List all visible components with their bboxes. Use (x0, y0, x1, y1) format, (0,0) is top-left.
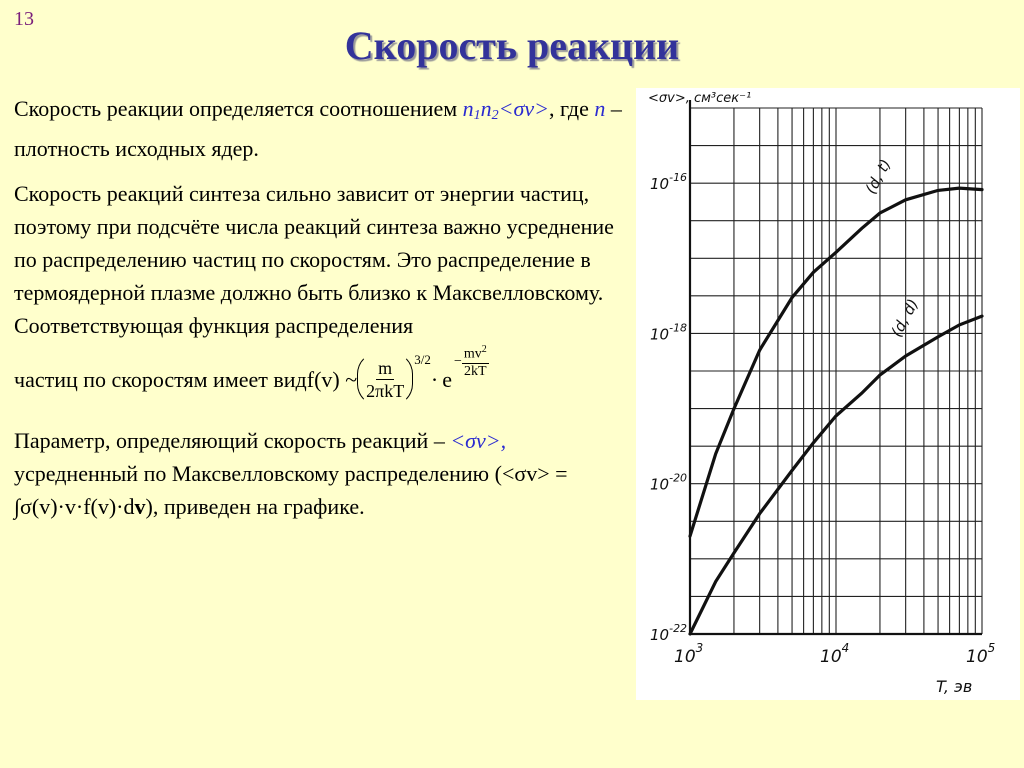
slide-number: 13 (14, 8, 34, 30)
x-axis-label: T, эв (936, 677, 973, 696)
formula-paren (357, 352, 413, 406)
x-tick-label: $10^4$ (820, 641, 850, 667)
body-text (14, 92, 624, 535)
maxwell-formula (306, 344, 489, 406)
p1-text2: , где (548, 96, 595, 121)
y-tick-label: $10^{-22}$ (650, 622, 688, 644)
formula-exp-den: 2kT (464, 363, 487, 379)
p3-text3: ), приведен на графике. (145, 494, 365, 519)
x-tick-label: $10^3$ (674, 641, 704, 667)
formula-exp-minus: − (453, 353, 462, 369)
paragraph-3 (14, 424, 624, 523)
formula-e: e (442, 366, 452, 392)
formula-fraction (366, 357, 404, 402)
y-tick-label: $10^{-20}$ (650, 471, 688, 494)
slide-title: Скорость реакции (344, 23, 680, 68)
formula-power: 3/2 (414, 351, 431, 367)
paragraph-1 (14, 92, 624, 165)
x-tick-label: $10^5$ (966, 641, 996, 667)
formula-den: 2πkT (366, 380, 405, 401)
p2-text-before-formula: частиц по скоростям имеет вид (14, 366, 307, 392)
p1-text3: – плотность исходных ядер. (14, 96, 622, 161)
expr-n: n (594, 96, 606, 121)
y-tick-label: $10^{-16}$ (650, 171, 688, 194)
reactivity-chart (636, 88, 1020, 700)
expr-n2: n (480, 96, 492, 121)
series-label-dt: (d, t) (861, 156, 895, 197)
formula-exp-fraction (462, 342, 489, 380)
p3-text1: Параметр, определяющий скорость реакций – (14, 428, 445, 453)
y-tick-label: $10^{-18}$ (650, 321, 688, 344)
expr-n1-sub: 1 (473, 108, 481, 123)
chart-svg (636, 88, 1020, 700)
p3-expr-sigma-v: <σv>, (450, 428, 507, 453)
formula-exponent (454, 342, 489, 380)
paragraph-2 (14, 177, 624, 342)
formula-lhs: f(v) ~ (306, 366, 358, 392)
formula-num: m (378, 357, 393, 378)
formula-line (14, 346, 624, 412)
expr-sigma-v: <σv> (498, 96, 549, 121)
formula-exp-num-base: mv (463, 346, 482, 362)
series-label-dd: (d, d) (887, 295, 923, 340)
y-axis-label: <σv>, см³сек⁻¹ (648, 91, 752, 106)
formula-exp-num (462, 342, 489, 364)
p2-text: Скорость реакций синтеза сильно зависит от энергии частиц, поэтому при подсчёте числа реакций синтеза важно усреднение по распределению частиц по скоростям. Это распределение в термоядерной плазме должно быть близко к Максвелловскому. Соответствующая функция распределения (14, 181, 614, 338)
expr-n2-sub: 2 (491, 108, 499, 123)
p1-text1: Скорость реакции определяется соотношением (14, 96, 463, 121)
formula-exp-num-pow: 2 (481, 344, 487, 356)
p3-text2: усредненный по Максвелловскому распределению (<σv> = ∫σ(v)·v·f(v)·d (14, 461, 568, 519)
formula-dot: · (430, 366, 439, 392)
p3-bold-v: v (134, 494, 146, 519)
expr-n1: n (462, 96, 474, 121)
